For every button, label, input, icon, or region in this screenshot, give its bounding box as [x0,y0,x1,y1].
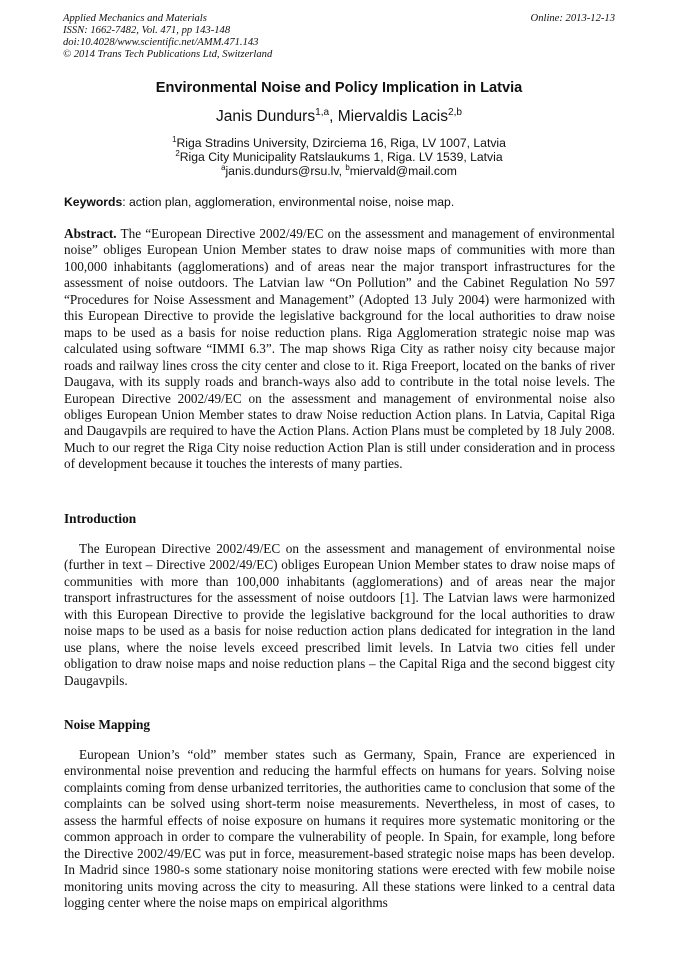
keywords-text: : action plan, agglomeration, environmental noise, noise map. [122,195,455,209]
email-sup: b [345,162,350,172]
keywords-label: Keywords [64,195,123,209]
journal-header [63,13,272,61]
introduction-paragraph: The European Directive 2002/49/EC on the assessment and management of environmental noise (further in text – Directive 2002/49/EC) obliges European Union Member states to draw noise maps of communities with more than 100,000 inhabitants (agglomerations) and of areas near the major transport infrastructures for the assessment of noise outdoors [1]. The Latvian laws were harmonized with this European Directive to provide the legislative background for the local authorities to draw noise maps to be used as a basis for noise reduction action plans dedicated for integration in the land use plans, where the noise levels exceed prescribed limit levels. In Latvia two cities fell under obligation to draw noise maps and noise reduction plans – the Capital Riga and the second biggest city Daugavpils. [64,541,615,688]
aff-sup: 1 [172,134,177,144]
affiliation: Riga City Municipality Ratslaukums 1, Riga. LV 1539, Latvia [179,150,503,164]
email: miervald@mail.com [349,164,457,178]
copyright-line: © 2014 Trans Tech Publications Ltd, Switzerland [63,49,273,60]
email: janis.dundurs@rsu.lv [225,164,339,178]
paper-title: Environmental Noise and Policy Implication in Latvia [155,80,523,96]
noise-mapping-paragraph: European Union’s “old” member states such as Germany, Spain, France are experienced in environmental noise prevention and reducing the harmful effects on humans for years. Solving noise complaints coming from dense urbanized territories, the authorities came to conclusion that some of the complaints can be solved using short-term noise measurements. Nevertheless, in most of cases, to assess the harmful effects of noise exposure on humans it requires more systematic monitoring or the common approach in order to compare the vulnerability of people. In Spain, for example, long before the Directive 2002/49/EC was put in force, measurement-based strategic noise maps has been develop. In Madrid since 1980-s some stationary noise monitoring stations were erected with few mobile noise monitoring units moving across the city to measuring. All these stations were linked to a central data logging center where the noise maps on empirical algorithms [64,747,615,911]
affiliation: Riga Stradins University, Dzirciema 16, Riga, LV 1007, Latvia [176,136,506,150]
section-heading-introduction: Introduction [64,511,137,526]
journal-name: Applied Mechanics and Materials [63,13,207,24]
issn-line: ISSN: 1662-7482, Vol. 471, pp 143-148 [63,25,231,36]
affiliations: $^1$Riga Stradins University, Dzirciema 16, Riga, LV 1007, Latvia $^2$Riga City Municipality Ratslaukums 1, Riga. LV 1539, Latvia $^a$janis.dundurs@rsu.lv, $^b$miervald@mail.com [172,134,506,178]
abstract-text: The “European Directive 2002/49/EC on the assessment and management of environmental noise” obliges European Union Member states to draw noise maps of communities with more than 100,000 inhabitants (agglomerations) and of areas near the major transport infrastructures for the assessment of noise outdoors. The Latvian law “On Pollution” and the Cabinet Regulation No 597 “Procedures for Noise Assessment and Management” (Adopted 13 July 2004) were harmonized with this European Directive to provide the legislative background for the local authorities to draw noise maps to be used as a basis for noise reduction plans. Riga Agglomeration strategic noise map was calculated using software “IMMI 6.3”. The map shows Riga City as rather noisy city because major roads and railway lines cross the city center and close to it. Riga Freeport, located on the banks of river Daugava, with its supply roads and branch-ways also add to contribute in the total noise levels. The European Directive 2002/49/EC on the assessment and management of environmental noise also obliges European Union Member states to draw Noise reduction Action plans. In Latvia, Capital Riga and Daugavpils are required to have the Action Plans. Action Plans must be completed by 18 July 2008. Much to our regret the Riga City noise reduction Action Plan is still under consideration and in process of development because it touches the interests of many parties. [64,226,615,472]
author-name: Janis Dundurs [216,108,316,125]
doi-line: doi:10.4028/www.scientific.net/AMM.471.143 [63,37,259,48]
section-heading-noise-mapping: Noise Mapping [64,717,151,732]
email-sup: a [221,162,226,172]
abstract [64,226,615,473]
keywords [64,195,454,209]
abstract-label: Abstract. [64,226,117,241]
aff-sup: 2 [175,148,180,158]
author-name: Miervaldis Lacis [337,108,448,125]
author-sup: 2,b [447,106,462,118]
authors: Janis Dundurs$^{1,a}$, Miervaldis Lacis$^{2,b}$ [216,106,462,125]
online-date: Online: 2013-12-13 [530,13,615,24]
author-sup: 1,a [315,106,330,118]
